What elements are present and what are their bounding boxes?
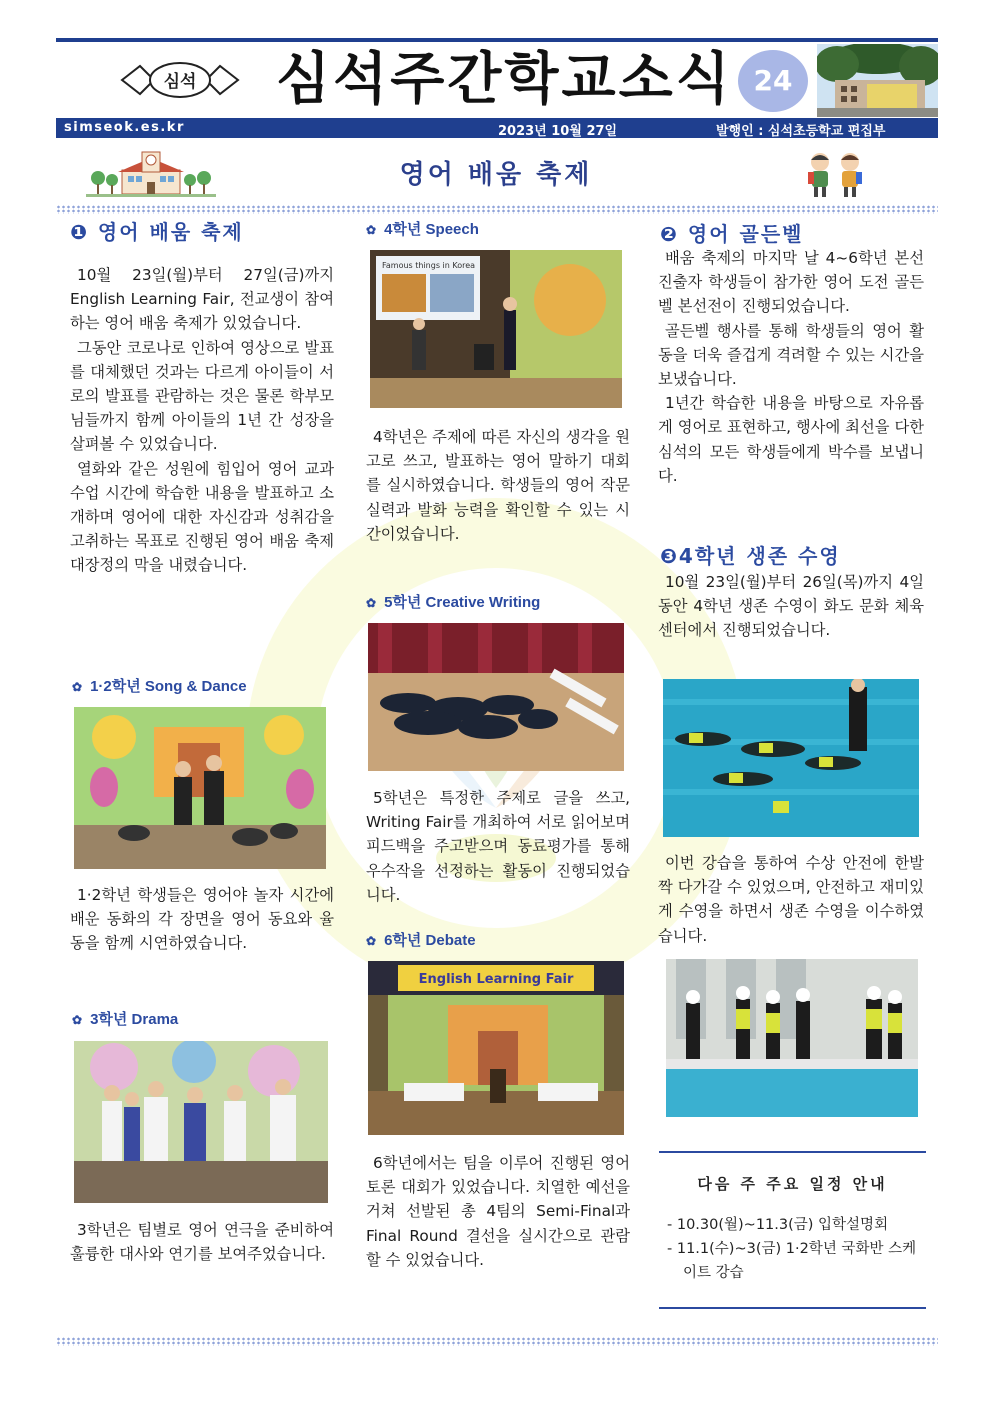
golden-bell-paragraph: 배움 축제의 마지막 날 4~6학년 본선 진출자 학생들이 참가한 영어 도전 골든벨 본선전이 진행되었습니다. [658,249,924,316]
swim-text2-box [658,851,924,948]
flower-bullet-icon: ✿ [72,1013,83,1027]
school-logo [118,58,242,102]
drama-label: 3학년 Drama [90,1011,179,1028]
top-rule [56,38,938,42]
swim-text: 10월 23일(월)부터 26일(목)까지 4일동안 4학년 생존 수영이 화도 문화 체육 센터에서 진행되었습니다. [658,573,924,640]
heading-song-dance [72,675,247,696]
heading-speech [366,218,479,239]
schedule-box [659,1151,926,1309]
drama-text-box [70,1218,334,1266]
song-dance-label: 1·2학년 Song & Dance [90,678,247,695]
issue-number-badge: 24 [738,50,808,112]
speech-label: 4학년 Speech [384,221,479,238]
heading-golden-bell: ❷ 영어 골든벨 [660,222,804,246]
speech-text: 4학년은 주제에 따른 자신의 생각을 원고로 쓰고, 발표하는 영어 말하기 대회를 실시하였습니다. 학생들의 영어 작문 실력과 발화 능력을 확인할 수 있는 시간이었습니다. [366,428,630,543]
website: simseok.es.kr [64,120,185,135]
swim-text-2: 이번 강습을 통하여 수상 안전에 한발짝 다가갈 수 있었으며, 안전하고 재미있게 수영을 하면서 생존 수영을 이수하였습니다. [658,854,924,945]
song-dance-text-box [70,883,334,956]
swim-text-box [658,570,924,643]
info-bar [56,118,938,138]
debate-label: 6학년 Debate [384,932,476,949]
schedule-list [667,1213,922,1285]
flower-bullet-icon: ✿ [366,596,377,610]
schedule-title: 다음 주 주요 일정 안내 [697,1175,888,1193]
debate-text-box [366,1151,630,1272]
debate-banner-text: English Learning Fair [418,972,574,987]
publish-date: 2023년 10월 27일 [498,124,618,139]
golden-bell-paragraph: 1년간 학습한 내용을 바탕으로 자유롭게 영어로 표현하고, 행사에 최선을 다한 심석의 모든 학생들에게 박수를 보냅니다. [658,394,924,485]
debate-text: 6학년에서는 팀을 이루어 진행된 영어 토론 대회가 있었습니다. 치열한 예선을 거쳐 선발된 총 4팀의 Semi-Final과 Final Round 결선을 실시간으로 관람할 수 있었습니다. [366,1154,630,1269]
schedule-item: - 10.30(월)~11.3(금) 입학설명회 [667,1217,889,1233]
divider-top [56,205,938,214]
heading-drama [72,1008,178,1029]
newsletter-title: 심석주간학교소식 [276,47,733,112]
photo-swimming-pool [663,679,919,837]
publisher: 발행인 : 심석초등학교 편집부 [716,124,886,139]
kids-clipart-icon [800,150,870,202]
heading-debate [366,929,476,950]
divider-bottom [56,1337,938,1346]
golden-bell-paragraph: 골든벨 행사를 통해 학생들의 영어 활동을 더욱 즐겁게 격려할 수 있는 시간을 보냈습니다. [658,321,924,389]
photo-creative-writing [368,623,624,771]
logo-text: 심석 [163,72,197,92]
flower-bullet-icon: ✿ [366,223,377,237]
photo-drama [74,1041,328,1203]
drama-text: 3학년은 팀별로 영어 연극을 준비하여 훌륭한 대사와 연기를 보여주었습니다. [70,1221,334,1264]
heading-survival-swimming: ❸4학년 생존 수영 [660,544,841,568]
golden-bell-text-box [658,246,924,488]
festival-paragraph: 그동안 코로나로 인하여 영상으로 발표를 대체했던 것과는 다르게 아이들이 서로의 발표를 관람하는 것은 물론 학부모님들까지 함께 아이들의 1년 간 성장을 살펴볼 수 있었습니다. [70,338,334,454]
speech-slide-text: Famous things in Korea [382,261,476,270]
creative-writing-label: 5학년 Creative Writing [384,594,541,611]
heading-english-festival: ❶ 영어 배움 축제 [70,220,244,244]
school-building-photo [817,44,938,117]
flower-bullet-icon: ✿ [72,680,83,694]
photo-speech [370,250,622,408]
heading-creative-writing [366,591,540,612]
schedule-item: - 11.1(수)~3(금) 1·2학년 국화반 스케이트 강습 [667,1241,917,1281]
festival-paragraph: 10월 23일(월)부터 27일(금)까지 English Learning Fair, 전교생이 참여하는 영어 배움 축제가 있었습니다. [70,266,334,333]
writing-text-box [366,786,630,907]
photo-swimming-lesson [666,959,918,1117]
festival-paragraph: 열화와 같은 성원에 힘입어 영어 교과 수업 시간에 학습한 내용을 발표하고 소개하며 영어에 대한 자신감과 성취감을 고취하는 목표로 진행된 영어 배움 축제 대장정의 막을 내렸습니다. [70,459,334,575]
song-dance-text: 1·2학년 학생들은 영어야 놀자 시간에 배운 동화의 각 장면을 영어 동요와 율동을 함께 시연하였습니다. [70,886,334,953]
photo-song-dance [74,707,326,869]
photo-debate [368,961,624,1135]
festival-intro [70,263,334,578]
flower-bullet-icon: ✿ [366,934,377,948]
speech-text-box [366,425,630,546]
section-title: 영어 배움 축제 [399,160,593,190]
creative-writing-text: 5학년은 특정한 주제로 글을 쓰고, Writing Fair를 개최하여 서로 읽어보며 피드백을 주고받으며 동료평가를 통해 우수작을 선정하는 활동이 진행되었습니다. [366,789,630,904]
